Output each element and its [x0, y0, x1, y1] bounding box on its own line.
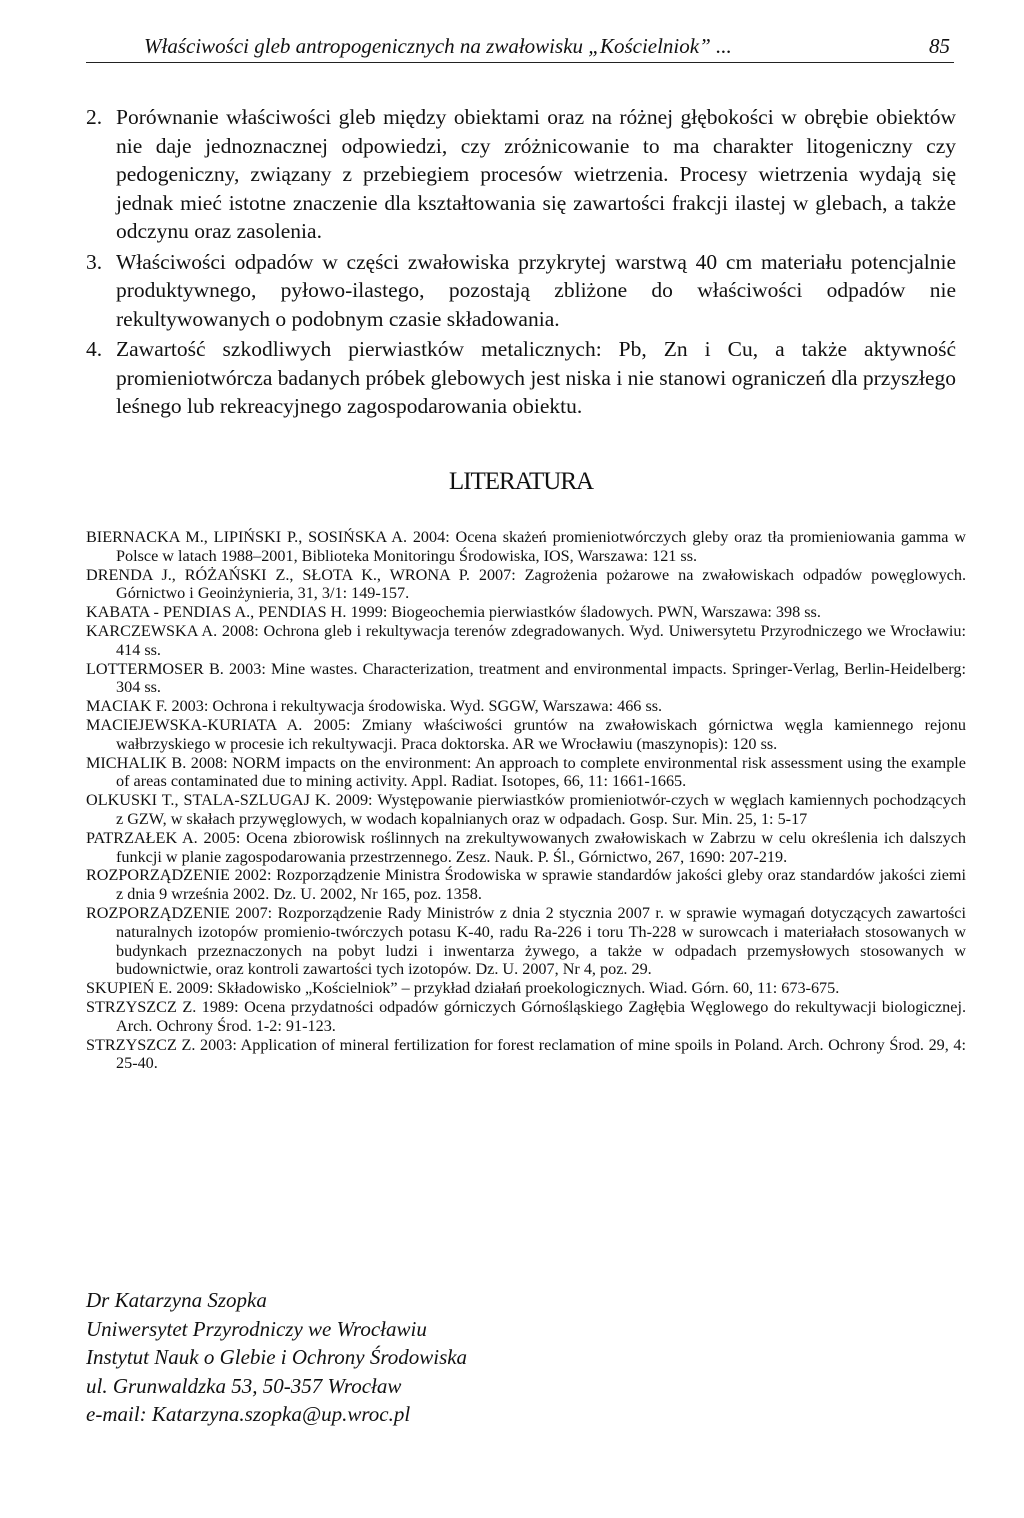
reference-item: DRENDA J., RÓŻAŃSKI Z., SŁOTA K., WRONA P. 2007: Zagrożenia pożarowe na zwałowiskach odpadów powęglowych. Górnictwo i Geoinżynieria, 31, 3/1: 149-157.	[86, 565, 966, 603]
running-header	[86, 32, 954, 63]
conclusion-number: 3.	[86, 249, 103, 274]
conclusion-number: 4.	[86, 337, 103, 361]
reference-item: LOTTERMOSER B. 2003: Mine wastes. Characterization, treatment and environmental impacts. Springer-Verlag, Berlin-Heidelberg: 304 ss.	[86, 659, 966, 697]
reference-item: SKUPIEŃ E. 2009: Składowisko „Kościelniok” – przykład działań proekologicznych. Wiad. Górn. 60, 11: 673-675.	[86, 979, 840, 998]
university-name: Uniwersytet Przyrodniczy we Wrocławiu	[86, 1316, 427, 1341]
reference-item: STRZYSZCZ Z. 2003: Application of mineral fertilization for forest reclamation of mine spoils in Poland. Arch. Ochrony Środ. 29, 4: 25-40.	[86, 1035, 966, 1073]
reference-item: BIERNACKA M., LIPIŃSKI P., SOSIŃSKA A. 2004: Ocena skażeń promieniotwórczych gleby oraz tła promieniowania gamma w Polsce w latach 1988–2001, Biblioteka Monitoringu Środowiska, IOS, Warszawa: 121 ss.	[86, 528, 966, 565]
reference-item: KARCZEWSKA A. 2008: Ochrona gleb i rekultywacja terenów zdegradowanych. Wyd. Uniwersytetu Przyrodniczego we Wrocławiu: 414 ss.	[86, 621, 966, 659]
conclusion-item	[86, 248, 956, 334]
author-name: Dr Katarzyna Szopka	[86, 1288, 267, 1312]
reference-item: STRZYSZCZ Z. 1989: Ocena przydatności odpadów górniczych Górnośląskiego Zagłębia Węglowego do rekultywacji biologicznej. Arch. Ochrony Środ. 1-2: 91-123.	[86, 997, 966, 1035]
page-number: 85	[929, 34, 950, 58]
conclusion-item	[86, 103, 956, 246]
reference-item: ROZPORZĄDZENIE 2002: Rozporządzenie Ministra Środowiska w sprawie standardów jakości gleby oraz standardów jakości ziemi z dnia 9 września 2002. Dz. U. 2002, Nr 165, poz. 1358.	[86, 866, 966, 904]
conclusion-text: Właściwości odpadów w części zwałowiska przykrytej warstwą 40 cm materiału potencjalnie produktywnego, pyłowo-ilastego, pozostają zbliżone do właściwości odpadów nie rekultywowanych o podobnym czasie składowania.	[116, 249, 956, 331]
conclusion-text: Zawartość szkodliwych pierwiastków metalicznych: Pb, Zn i Cu, a także aktywność promieniotwórcza badanych próbek glebowych jest niska i nie stanowi ograniczeń dla przyszłego leśnego lub rekreacyjnego zagospodarowania obiektu.	[116, 337, 957, 418]
references-heading: LITERATURA	[448, 468, 594, 495]
running-title: Właściwości gleb antropogenicznych na zwałowisku „Kościelniok” ...	[144, 34, 732, 58]
postal-address: ul. Grunwaldzka 53, 50-357 Wrocław	[86, 1373, 402, 1398]
author-affiliation	[86, 1286, 467, 1429]
reference-item: MACIEJEWSKA-KURIATA A. 2005: Zmiany właściwości gruntów na zwałowiskach górnictwa węgla kamiennego rejonu wałbrzyskiego w procesie ich rekultywacji. Praca doktorska. AR we Wrocławiu (maszynopis): 120 ss.	[86, 715, 966, 753]
reference-item: KABATA - PENDIAS A., PENDIAS H. 1999: Biogeochemia pierwiastków śladowych. PWN, Warszawa: 398 ss.	[86, 603, 821, 622]
conclusion-text: Porównanie właściwości gleb między obiektami oraz na różnej głębokości w obrębie obiektów nie daje jednoznacznej odpowiedzi, czy zróżnicowanie to ma charakter litogeniczny czy pedogeniczny, związany z przebiegiem procesów wietrzenia. Procesy wietrzenia wydają się jednak mieć istotne znaczenie dla kształtowania się zawartości frakcji ilastej w glebach, a także odczynu oraz zasolenia.	[116, 105, 956, 243]
references-list	[86, 528, 966, 1073]
reference-item: MICHALIK B. 2008: NORM impacts on the environment: An approach to complete environmental risk assessment using the example of areas contaminated due to mining activity. Appl. Radiat. Isotopes, 66, 11: 1661-1665.	[86, 753, 966, 791]
conclusion-item	[86, 335, 956, 421]
reference-item: ROZPORZĄDZENIE 2007: Rozporządzenie Rady Ministrów z dnia 2 stycznia 2007 r. w sprawie wymagań dotyczących zawartości naturalnych izotopów promienio-twórczych potasu K-40, radu Ra-226 i toru Th-228 w surowcach i materiałach stosowanych w budynkach przeznaczonych na pobyt ludzi i inwentarza żywego, a także w odpadach przemysłowych stosowanych w budownictwie, oraz kontroli zawartości tych izotopów. Dz. U. 2007, Nr 4, poz. 29.	[86, 903, 966, 979]
reference-item: PATRZAŁEK A. 2005: Ocena zbiorowisk roślinnych na zrekultywowanych zwałowiskach w Zabrzu w celu określenia ich dalszych funkcji w planie zagospodarowania przestrzennego. Zesz. Nauk. P. Śl., Górnictwo, 267, 1690: 207-219.	[86, 828, 966, 866]
conclusions-list	[86, 103, 956, 423]
reference-item: MACIAK F. 2003: Ochrona i rekultywacja środowiska. Wyd. SGGW, Warszawa: 466 ss.	[86, 697, 663, 716]
author-email: e-mail: Katarzyna.szopka@up.wroc.pl	[86, 1402, 411, 1426]
reference-item: OLKUSKI T., STALA-SZLUGAJ K. 2009: Występowanie pierwiastków promieniotwór-czych w węglach kamiennych pochodzących z GZW, w skałach przywęglowych, w wodach kopalnianych oraz w odpadach. Gosp. Sur. Min. 25, 1: 5-17	[86, 791, 966, 828]
institute-name: Instytut Nauk o Glebie i Ochrony Środowiska	[86, 1345, 468, 1369]
conclusion-number: 2.	[86, 105, 103, 129]
